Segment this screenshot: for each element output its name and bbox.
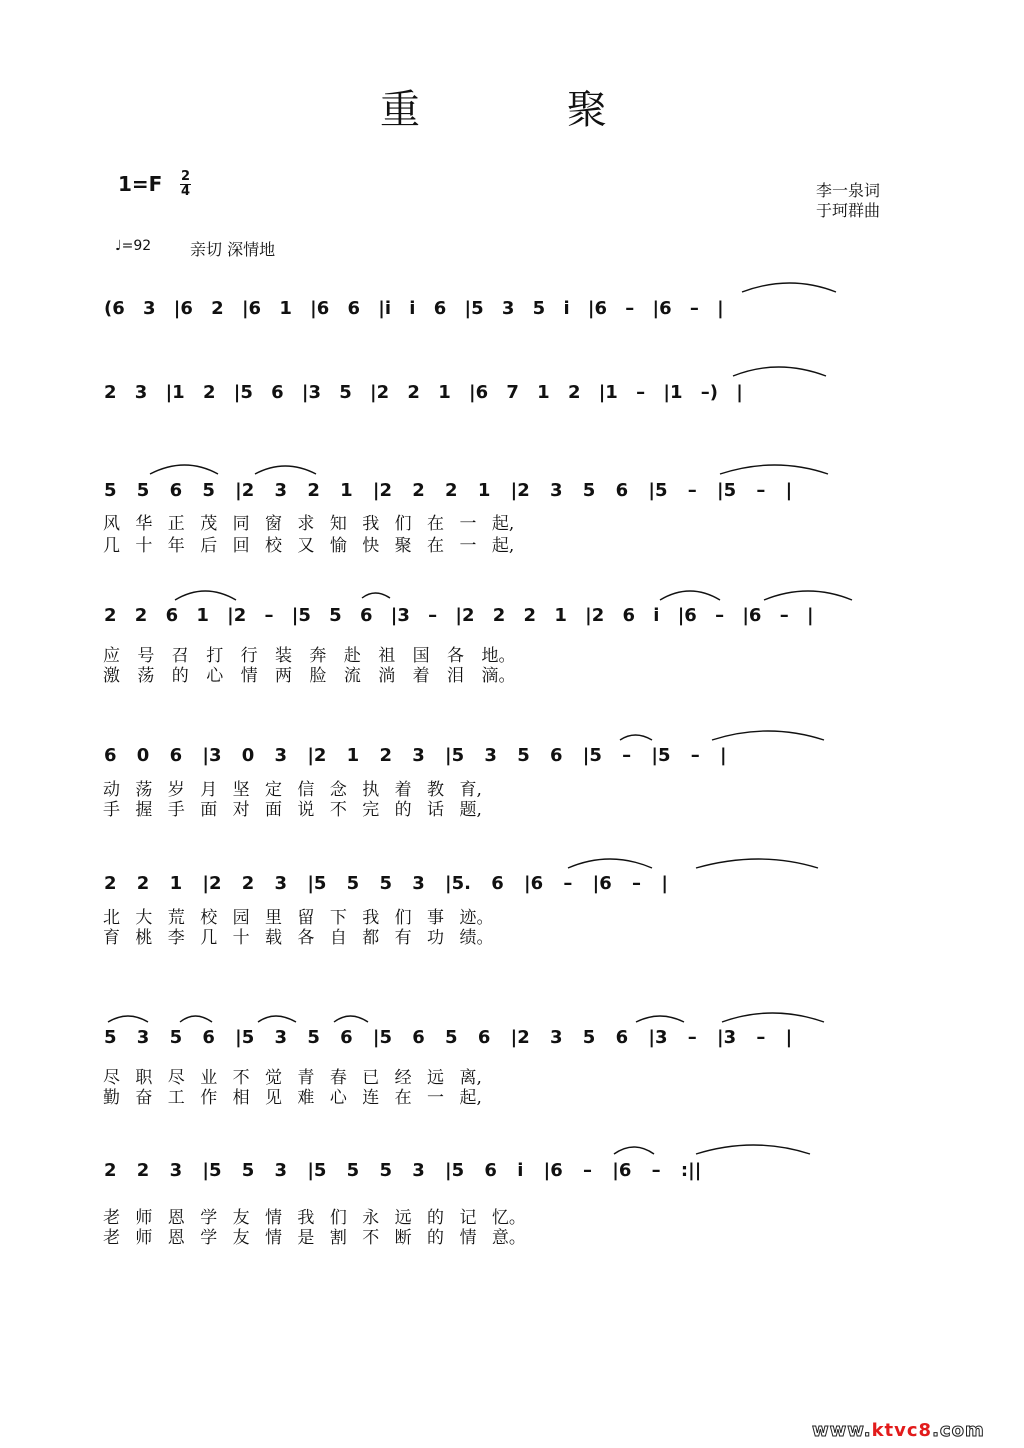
lyricist-credit: 李一泉词	[816, 181, 881, 200]
tempo-marking: ♩=92	[115, 238, 152, 254]
time-signature-bottom: 4	[181, 184, 191, 199]
notation-line-8: 2 2 3 |5 5 3 |5 5 5 3 |5 6 i |6 – |6 – :||	[104, 1160, 702, 1181]
lyric-line-6-verse-2: 育 桃 李 几 十 载 各 自 都 有 功 绩。	[103, 928, 494, 948]
site-watermark	[812, 1420, 985, 1441]
lyric-line-4-verse-2: 激 荡 的 心 情 两 脸 流 淌 着 泪 滴。	[103, 666, 516, 686]
lyric-line-6-verse-1: 北 大 荒 校 园 里 留 下 我 们 事 迹。	[103, 908, 494, 928]
notation-line-1: (6 3 |6 2 |6 1 |6 6 |i i 6 |5 3 5 i |6 – |6 – |	[104, 298, 724, 319]
lyric-line-7-verse-1: 尽 职 尽 业 不 觉 青 春 已 经 远 离,	[103, 1068, 482, 1088]
watermark-suffix: .com	[932, 1420, 985, 1441]
song-title: 重 聚	[380, 87, 609, 133]
notation-line-3: 5 5 6 5 |2 3 2 1 |2 2 2 1 |2 3 5 6 |5 – |5 – |	[104, 480, 793, 501]
composer-credit: 于珂群曲	[816, 201, 881, 220]
notation-line-5: 6 0 6 |3 0 3 |2 1 2 3 |5 3 5 6 |5 – |5 – |	[104, 745, 727, 766]
notation-line-6: 2 2 1 |2 2 3 |5 5 5 3 |5. 6 |6 – |6 – |	[104, 873, 668, 894]
expression-marking: 亲切 深情地	[190, 240, 276, 259]
notation-line-7: 5 3 5 6 |5 3 5 6 |5 6 5 6 |2 3 5 6 |3 – |3 – |	[104, 1027, 793, 1048]
lyric-line-4-verse-1: 应 号 召 打 行 装 奔 赴 祖 国 各 地。	[103, 646, 516, 666]
notation-line-2: 2 3 |1 2 |5 6 |3 5 |2 2 1 |6 7 1 2 |1 – |1 –) |	[104, 382, 743, 403]
notation-line-4: 2 2 6 1 |2 – |5 5 6 |3 – |2 2 2 1 |2 6 i |6 – |6 – |	[104, 605, 814, 626]
lyric-line-5-verse-2: 手 握 手 面 对 面 说 不 完 的 话 题,	[103, 800, 482, 820]
time-signature-top: 2	[181, 169, 191, 184]
lyric-line-5-verse-1: 动 荡 岁 月 坚 定 信 念 执 着 教 育,	[103, 780, 482, 800]
watermark-brand: ktvc8	[871, 1420, 933, 1441]
lyric-line-8-verse-1: 老 师 恩 学 友 情 我 们 永 远 的 记 忆。	[103, 1208, 526, 1228]
lyric-line-8-verse-2: 老 师 恩 学 友 情 是 割 不 断 的 情 意。	[103, 1228, 526, 1248]
watermark-prefix: www.	[812, 1420, 872, 1441]
lyric-line-3-verse-1: 风 华 正 茂 同 窗 求 知 我 们 在 一 起,	[103, 514, 515, 534]
key-signature: 1=F	[118, 172, 163, 196]
lyric-line-3-verse-2: 几 十 年 后 回 校 又 愉 快 聚 在 一 起,	[103, 536, 515, 556]
lyric-line-7-verse-2: 勤 奋 工 作 相 见 难 心 连 在 一 起,	[103, 1088, 482, 1108]
